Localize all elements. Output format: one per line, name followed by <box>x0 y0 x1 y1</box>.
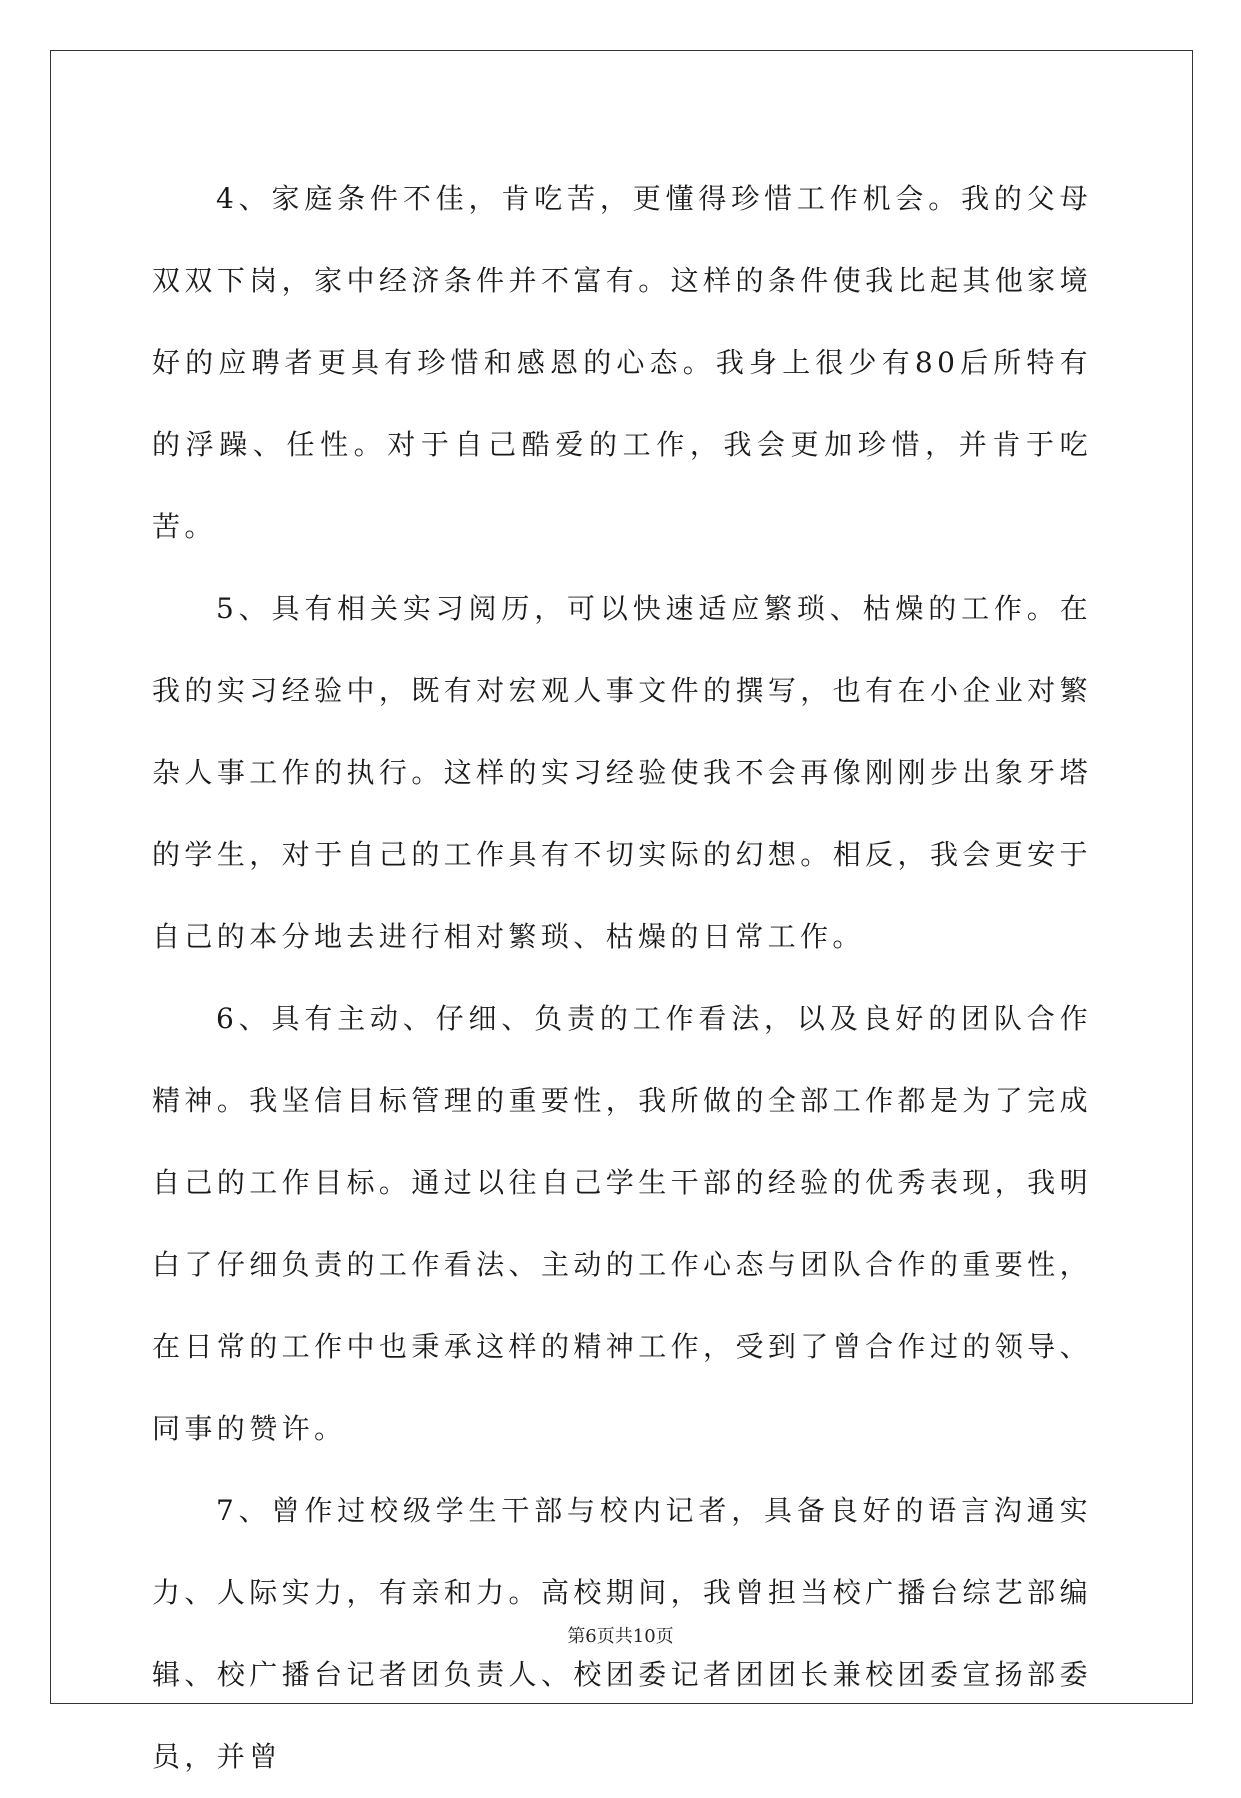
paragraph-4: 4、家庭条件不佳，肯吃苦，更懂得珍惜工作机会。我的父母双双下岗，家中经济条件并不富有。这样的条件使我比起其他家境好的应聘者更具有珍惜和感恩的心态。我身上很少有80后所特有的浮躁、任性。对于自己酷爱的工作，我会更加珍惜，并肯于吃苦。 <box>152 182 1092 543</box>
paragraph-6: 6、具有主动、仔细、负责的工作看法，以及良好的团队合作精神。我坚信目标管理的重要性，我所做的全部工作都是为了完成自己的工作目标。通过以往自己学生干部的经验的优秀表现，我明白了仔细负责的工作看法、主动的工作心态与团队合作的重要性，在日常的工作中也秉承这样的精神工作，受到了曾合作过的领导、同事的赞许。 <box>152 1002 1092 1445</box>
paragraph-7: 7、曾作过校级学生干部与校内记者，具备良好的语言沟通实力、人际实力，有亲和力。高校期间，我曾担当校广播台综艺部编辑、校广播台记者团负责人、校团委记者团团长兼校团委宣扬部委员，并曾 <box>152 1494 1092 1773</box>
current-page-label: 第6页 <box>567 1626 615 1647</box>
page-footer <box>0 1622 1241 1648</box>
paragraph-5: 5、具有相关实习阅历，可以快速适应繁琐、枯燥的工作。在我的实习经验中，既有对宏观人事文件的撰写，也有在小企业对繁杂人事工作的执行。这样的实习经验使我不会再像刚刚步出象牙塔的学生，对于自己的工作具有不切实际的幻想。相反，我会更安于自己的本分地去进行相对繁琐、枯燥的日常工作。 <box>152 592 1092 953</box>
document-body <box>152 158 1092 1798</box>
total-pages-label: 共10页 <box>614 1626 674 1647</box>
